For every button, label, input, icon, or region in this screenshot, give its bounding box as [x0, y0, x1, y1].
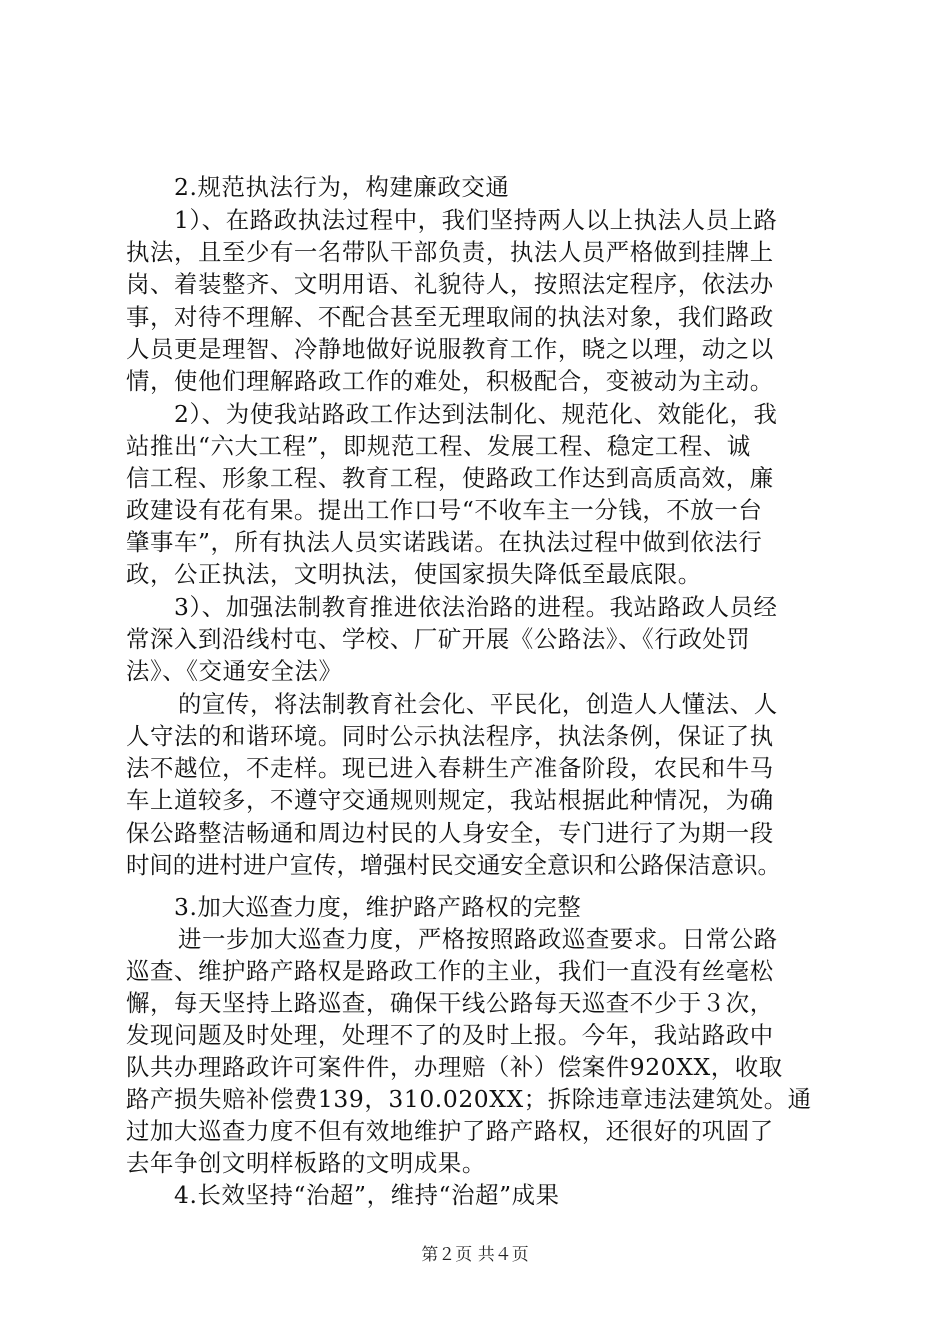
paragraph-line: 站推出“六大工程”，即规范工程、发展工程、稳定工程、诚 — [126, 432, 751, 460]
paragraph-line: 去年争创文明样板路的文明成果。 — [126, 1149, 486, 1177]
page-footer: 第２页 共４页 — [421, 1245, 529, 1265]
paragraph-line: 政建设有花有果。提出工作口号“不收车主一分钱，不放一台 — [126, 496, 763, 524]
paragraph-line: 岗、着装整齐、文明用语、礼貌待人，按照法定程序，依法办 — [126, 270, 774, 298]
paragraph-line: 车上道较多，不遵守交通规则规定，我站根据此种情况，为确 — [126, 786, 774, 814]
paragraph-line: 人员更是理智、冷静地做好说服教育工作，晓之以理，动之以 — [126, 335, 774, 363]
paragraph-line: 3）、加强法制教育推进依法治路的进程。我站路政人员经 — [174, 593, 778, 621]
paragraph-line: 法》、《交通安全法》 — [126, 657, 343, 685]
paragraph-line: 情，使他们理解路政工作的难处，积极配合，变被动为主动。 — [126, 367, 774, 395]
paragraph-line: 进一步加大巡查力度，严格按照路政巡查要求。日常公路 — [178, 925, 778, 953]
paragraph-line: 执法，且至少有一名带队干部负责，执法人员严格做到挂牌上 — [126, 238, 774, 266]
paragraph-line: 过加大巡查力度不但有效地维护了路产路权，还很好的巩固了 — [126, 1117, 774, 1145]
paragraph-line: 保公路整洁畅通和周边村民的人身安全，专门进行了为期一段 — [126, 819, 774, 847]
paragraph-line: 事，对待不理解、不配合甚至无理取闹的执法对象，我们路政 — [126, 303, 774, 331]
section-heading: 4.长效坚持“治超”，维持“治超”成果 — [174, 1181, 560, 1209]
section-heading: 2.规范执法行为，构建廉政交通 — [174, 173, 510, 201]
paragraph-line: 人守法的和谐环境。同时公示执法程序，执法条例，保证了执 — [126, 722, 774, 750]
paragraph-line: 常深入到沿线村屯、学校、厂矿开展《公路法》、《行政处罚 — [126, 625, 751, 653]
paragraph-line: 路产损失赔补偿费139，310.020XX；拆除违章违法建筑处。通 — [126, 1085, 812, 1113]
paragraph-line: 队共办理路政许可案件件，办理赔（补）偿案件920XX，收取 — [126, 1053, 783, 1081]
paragraph-line: 2）、为使我站路政工作达到法制化、规范化、效能化，我 — [174, 400, 778, 428]
paragraph-line: 肇事车”，所有执法人员实诺践诺。在执法过程中做到依法行 — [126, 528, 763, 556]
paragraph-line: 信工程、形象工程、教育工程，使路政工作达到高质高效，廉 — [126, 464, 774, 492]
paragraph-line: 的宣传，将法制教育社会化、平民化，创造人人懂法、人 — [178, 690, 778, 718]
paragraph-line: 法不越位，不走样。现已进入春耕生产准备阶段，农民和牛马 — [126, 754, 774, 782]
paragraph-line: 巡查、维护路产路权是路政工作的主业，我们一直没有丝毫松 — [126, 957, 774, 985]
paragraph-line: 发现问题及时处理，处理不了的及时上报。今年，我站路政中 — [126, 1021, 774, 1049]
paragraph-line: 时间的进村进户宣传，增强村民交通安全意识和公路保洁意识。 — [126, 851, 781, 879]
paragraph-line: 政，公正执法，文明执法，使国家损失降低至最底限。 — [126, 560, 702, 588]
section-heading: 3.加大巡查力度，维护路产路权的完整 — [174, 893, 582, 921]
paragraph-line: 懈，每天坚持上路巡查，确保干线公路每天巡查不少于３次， — [126, 989, 774, 1017]
paragraph-line: 1）、在路政执法过程中，我们坚持两人以上执法人员上路 — [174, 206, 778, 234]
